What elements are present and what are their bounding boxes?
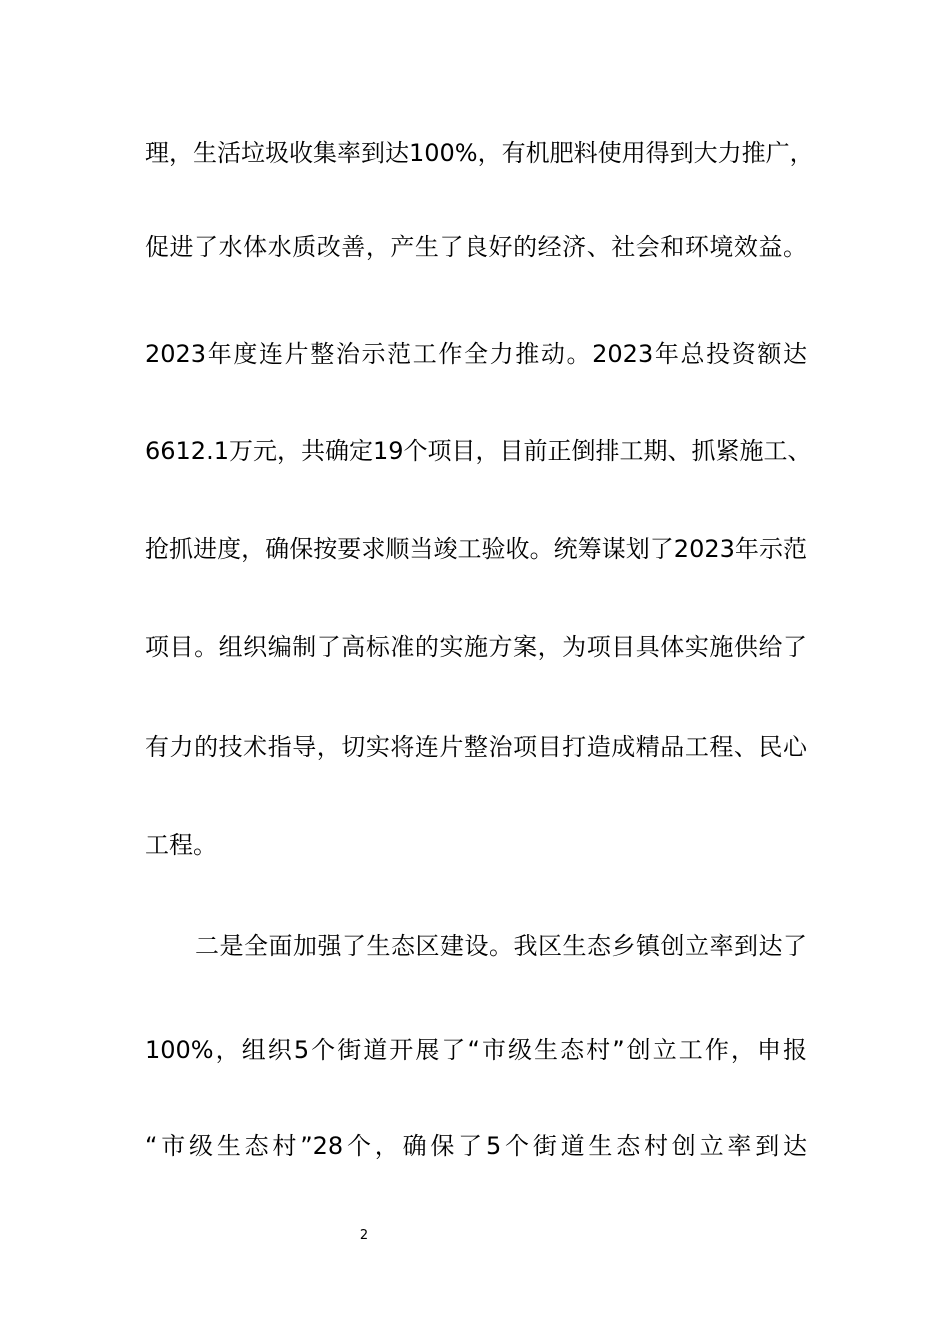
paragraph-start-line: 二是全面加强了生态区建设。我区生态乡镇创立率到达了	[195, 932, 807, 960]
text-line-5: 抢抓进度，确保按要求顺当竣工验收。统筹谋划了2023年示范	[145, 535, 807, 563]
page-number: 2	[359, 1228, 369, 1243]
text-line-4: 6612.1万元，共确定19个项目，目前正倒排工期、抓紧施工、	[145, 437, 812, 465]
text-line-6: 项目。组织编制了高标准的实施方案，为项目具体实施供给了	[145, 633, 807, 661]
text-line-11: “市级生态村”28个，确保了5个街道生态村创立率到达	[145, 1132, 807, 1160]
text-line-10: 100%，组织5个街道开展了“市级生态村”创立工作，申报	[145, 1036, 807, 1064]
text-line-8: 工程。	[145, 831, 217, 859]
text-line-7: 有力的技术指导，切实将连片整治项目打造成精品工程、民心	[145, 733, 807, 761]
text-line-3: 2023年度连片整治示范工作全力推动。2023年总投资额达	[145, 340, 807, 368]
text-line-1: 理，生活垃圾收集率到达100%，有机肥料使用得到大力推广，	[145, 139, 814, 167]
text-line-2: 促进了水体水质改善，产生了良好的经济、社会和环境效益。	[145, 233, 807, 261]
